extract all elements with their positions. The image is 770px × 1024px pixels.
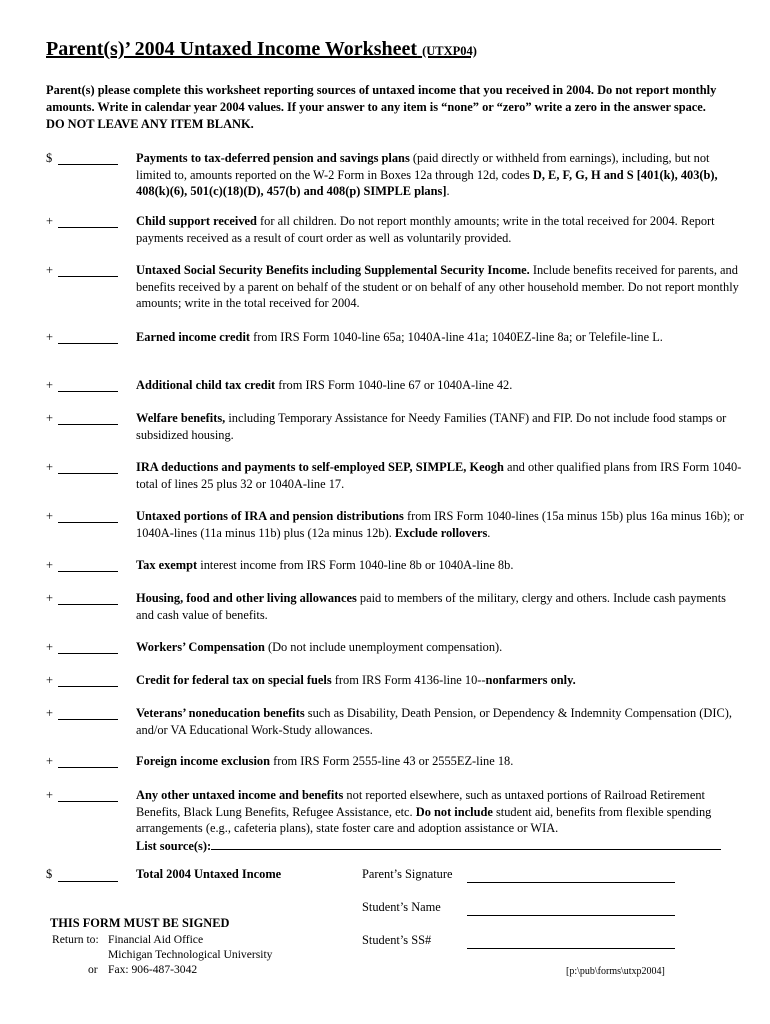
item-bold-text: Tax exempt [136, 558, 198, 572]
item-description [136, 705, 746, 738]
item-description [136, 410, 746, 443]
item-bold-text: Untaxed Social Security Benefits including Supplemental Security Income. [136, 263, 530, 277]
student-ss-label: Student’s SS# [362, 933, 432, 947]
item-prefix: + [46, 411, 53, 425]
item-text: from IRS Form 2555-line 43 or 2555EZ-line 18. [270, 754, 514, 768]
item-bold-text: IRA deductions and payments to self-employed SEP, SIMPLE, Keogh [136, 460, 504, 474]
item-description [136, 262, 746, 312]
total-amount-field[interactable] [58, 867, 118, 882]
item-text: for all children. Do not report monthly amounts; write in the total received for 2004. Report payments received as a result of court order as well as voluntarily provided. [136, 214, 715, 245]
item-text: paid to members of the military, clergy and others. Include cash payments and cash value of benefits. [136, 591, 726, 622]
item-bold-text: Credit for federal tax on special fuels [136, 673, 332, 687]
item-bold-text-2: D, E, F, G, H and S [401(k), 403(b), 408(k)(6), 501(c)(18)(D), 457(b) and 408(p) SIMPLE plans] [136, 167, 718, 198]
item-prefix: + [46, 591, 53, 605]
total-prefix: $ [46, 867, 53, 881]
item-bold-text-2: nonfarmers only. [485, 673, 576, 687]
item-prefix: + [46, 788, 53, 802]
item-bold-text: Payments to tax-deferred pension and savings plans [136, 151, 410, 165]
student-name-field[interactable] [467, 914, 675, 916]
item-text: not reported elsewhere, such as untaxed portions of Railroad Retirement Benefits, Black Lung Benefits, Refugee Assistance, etc. [136, 788, 705, 819]
item-text: and other qualified plans from IRS Form 1040-total of lines 25 plus 32 or 1040A-line 17. [136, 460, 742, 491]
item-amount-field[interactable] [58, 753, 118, 768]
item-amount-field[interactable] [58, 508, 118, 523]
item-text-2: . [446, 184, 450, 198]
item-prefix: + [46, 378, 53, 392]
item-description [136, 639, 746, 656]
item-text: (paid directly or withheld from earnings), including, but not limited to, amounts reported on the W-2 Form in Boxes 12a through 12d, codes [136, 151, 710, 182]
item-amount-field[interactable] [58, 329, 118, 344]
item-bold-text: Any other untaxed income and benefits [136, 788, 344, 802]
item-description [136, 377, 746, 394]
office-name: Financial Aid Office [108, 933, 204, 946]
form-code: (UTXP04) [422, 44, 477, 58]
parent-signature-label: Parent’s Signature [362, 867, 453, 881]
item-text: interest income from IRS Form 1040-line 8b or 1040A-line 8b. [197, 558, 514, 572]
item-text: from IRS Form 4136-line 10-- [331, 673, 486, 687]
item-bold-text-2: Do not include [415, 804, 493, 819]
item-amount-field[interactable] [58, 557, 118, 572]
item-bold-text: Earned income credit [136, 330, 251, 344]
item-prefix: + [46, 754, 53, 768]
item-text-2: student aid, benefits from flexible spending arrangements (e.g., cafeteria plans), state foster care and adoption assistance or WIA. [136, 804, 712, 835]
title-text: Parent(s)’ 2004 Untaxed Income Worksheet [46, 38, 418, 60]
item-amount-field[interactable] [58, 150, 118, 165]
list-sources-label: List source(s): [136, 838, 212, 853]
file-path: [p:\pub\forms\utxp2004] [566, 966, 665, 977]
item-prefix: + [46, 558, 53, 572]
item-bold-text: Additional child tax credit [136, 378, 276, 392]
item-text: (Do not include unemployment compensation). [264, 640, 503, 654]
item-amount-field[interactable] [58, 262, 118, 277]
or-label: or [88, 963, 98, 976]
item-description [136, 753, 746, 770]
item-amount-field[interactable] [58, 787, 118, 802]
item-description [136, 508, 746, 541]
instructions: Parent(s) please complete this worksheet reporting sources of untaxed income that you received in 2004. Do not report monthly amounts. Write in calendar year 2004 values. If your answer to any item is “none” or “zero” write a zero in the answer space. DO NOT LEAVE ANY ITEM BLANK. [46, 83, 717, 131]
item-amount-field[interactable] [58, 590, 118, 605]
item-prefix: $ [46, 151, 53, 165]
item-prefix: + [46, 706, 53, 720]
item-bold-text: Untaxed portions of IRA and pension distributions [136, 509, 404, 523]
item-description [136, 329, 746, 346]
item-prefix: + [46, 330, 53, 344]
list-sources-field[interactable] [211, 837, 721, 850]
item-bold-text-2: Exclude rollovers [394, 525, 488, 540]
item-description [136, 787, 746, 854]
item-text: from IRS Form 1040-lines (15a minus 15b) plus 16a minus 16b); or 1040A-lines (11a minus 11b) plus (12a minus 12b). [136, 509, 744, 540]
item-amount-field[interactable] [58, 459, 118, 474]
item-bold-text: Housing, food and other living allowances [136, 591, 357, 605]
item-text: Include benefits received for parents, and benefits received by a parent on behalf of the student or on behalf of any other household member. Do not report monthly amounts; write in the total received for 2004. [136, 263, 739, 310]
item-bold-text: Workers’ Compensation [136, 640, 265, 654]
item-prefix: + [46, 460, 53, 474]
item-amount-field[interactable] [58, 705, 118, 720]
item-amount-field[interactable] [58, 410, 118, 425]
item-text: from IRS Form 1040-line 65a; 1040A-line 41a; 1040EZ-line 8a; or Telefile-line L. [250, 330, 663, 344]
item-description [136, 459, 746, 492]
item-prefix: + [46, 263, 53, 277]
item-description [136, 590, 746, 623]
item-bold-text: Welfare benefits, [136, 411, 226, 425]
item-description [136, 213, 746, 246]
university-name: Michigan Technological University [108, 948, 273, 961]
item-bold-text: Foreign income exclusion [136, 754, 270, 768]
item-text: including Temporary Assistance for Needy Families (TANF) and FIP. Do not include food stamps or subsidized housing. [136, 411, 727, 442]
item-prefix: + [46, 673, 53, 687]
fax-number: Fax: 906-487-3042 [108, 963, 198, 976]
return-to-label: Return to: [52, 933, 99, 946]
item-description [136, 150, 746, 200]
item-amount-field[interactable] [58, 377, 118, 392]
item-prefix: + [46, 509, 53, 523]
item-prefix: + [46, 214, 53, 228]
item-description [136, 557, 746, 574]
item-amount-field[interactable] [58, 213, 118, 228]
item-amount-field[interactable] [58, 639, 118, 654]
item-bold-text: Child support received [136, 214, 257, 228]
parent-signature-field[interactable] [467, 881, 675, 883]
total-label: Total 2004 Untaxed Income [136, 867, 282, 881]
page-title [46, 38, 477, 61]
item-text: from IRS Form 1040-line 67 or 1040A-line 42. [275, 378, 513, 392]
item-amount-field[interactable] [58, 672, 118, 687]
student-ss-field[interactable] [467, 947, 675, 949]
must-sign-notice: THIS FORM MUST BE SIGNED [50, 916, 230, 930]
item-text-2: . [487, 525, 491, 540]
item-description [136, 672, 746, 689]
item-prefix: + [46, 640, 53, 654]
item-text: such as Disability, Death Pension, or Dependency & Indemnity Compensation (DIC), and/or VA Educational Work-Study allowances. [136, 706, 732, 737]
student-name-label: Student’s Name [362, 900, 441, 914]
item-bold-text: Veterans’ noneducation benefits [136, 706, 305, 720]
